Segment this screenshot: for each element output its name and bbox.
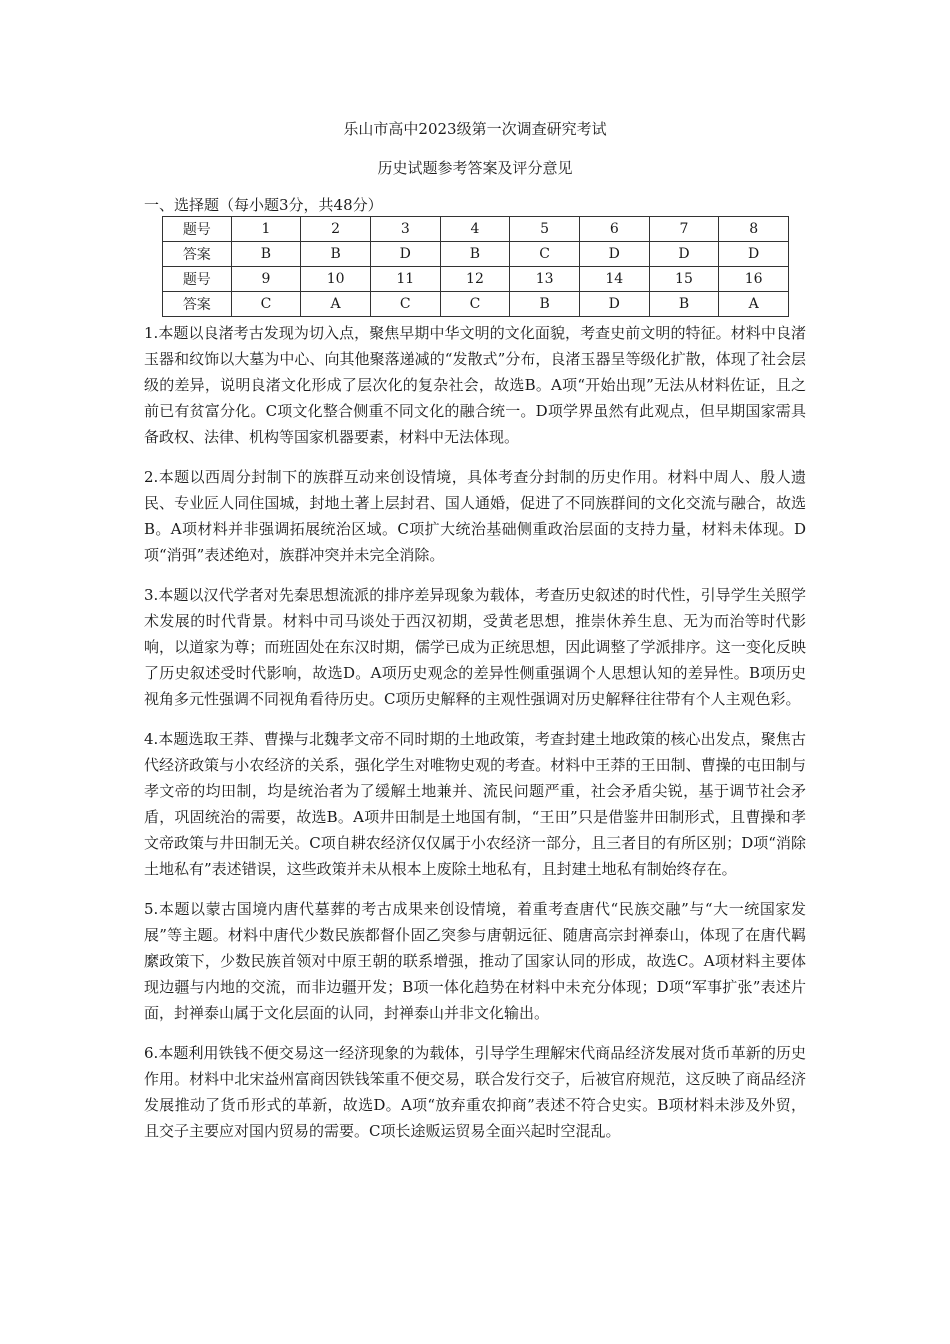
question-number: 4 (440, 217, 510, 242)
answer-cell: C (510, 242, 580, 267)
question-number: 15 (649, 267, 719, 292)
explanation-paragraph: 5.本题以蒙古国境内唐代墓葬的考古成果来创设情境，着重考查唐代“民族交融”与“大一统国家发展”等主题。材料中唐代少数民族都督仆固乙突参与唐朝远征、随唐高宗封禅泰山，体现了在唐代羁縻政策下，少数民族首领对中原王朝的联系增强，推动了国家认同的形成，故选C。A项材料主要体现边疆与内地的交流，而非边疆开发；B项一体化趋势在材料中未充分体现；D项“军事扩张”表述片面，封禅泰山属于文化层面的认同，封禅泰山并非文化输出。 (144, 900, 806, 1022)
explanation-paragraph: 1.本题以良渚考古发现为切入点，聚焦早期中华文明的文化面貌，考查史前文明的特征。材料中良渚玉器和纹饰以大墓为中心、向其他聚落递减的“发散式”分布，良渚玉器呈等级化扩散，体现了社会层级的差异，说明良渚文化形成了层次化的复杂社会，故选B。A项“开始出现”无法从材料佐证，且之前已有贫富分化。C项文化整合侧重不同文化的融合统一。D项学界虽然有此观点，但早期国家需具备政权、法律、机构等国家机器要素，材料中无法体现。 (144, 324, 806, 446)
question-number: 8 (719, 217, 789, 242)
question-number: 6 (579, 217, 649, 242)
answer-cell: B (510, 292, 580, 317)
question-number: 16 (719, 267, 789, 292)
answer-cell: B (440, 242, 510, 267)
question-number: 1 (231, 217, 301, 242)
question-number: 14 (579, 267, 649, 292)
answer-cell: B (649, 292, 719, 317)
question-number-row (163, 217, 789, 242)
question-number: 13 (510, 267, 580, 292)
question-number: 2 (301, 217, 371, 242)
answer-cell: C (440, 292, 510, 317)
question-number: 3 (370, 217, 440, 242)
answer-cell: C (370, 292, 440, 317)
question-number: 10 (301, 267, 371, 292)
explanation-paragraph: 4.本题选取王莽、曹操与北魏孝文帝不同时期的土地政策，考查封建土地政策的核心出发点，聚焦古代经济政策与小农经济的关系，强化学生对唯物史观的考查。材料中王莽的王田制、曹操的屯田制与孝文帝的均田制，均是统治者为了缓解土地兼并、流民问题严重，社会矛盾尖锐，基于调节社会矛盾，巩固统治的需要，故选B。A项井田制是土地国有制，“王田”只是借鉴井田制形式，且曹操和孝文帝政策与井田制无关。C项自耕农经济仅仅属于小农经济一部分，且三者目的有所区别；D项“消除土地私有”表述错误，这些政策并未从根本上废除土地私有，且封建土地私有制始终存在。 (144, 730, 806, 878)
answer-table (162, 216, 789, 317)
answer-cell: B (301, 242, 371, 267)
explanations (144, 320, 806, 1158)
question-number-row (163, 267, 789, 292)
answer-cell: B (231, 242, 301, 267)
section-heading: 一、选择题（每小题3分，共48分） (144, 196, 383, 214)
answer-cell: D (649, 242, 719, 267)
explanation-paragraph: 2.本题以西周分封制下的族群互动来创设情境，具体考查分封制的历史作用。材料中周人、殷人遗民、专业匠人同住国城，封地土著上层封君、国人通婚，促进了不同族群间的文化交流与融合，故选B。A项材料并非强调拓展统治区域。C项扩大统治基础侧重政治层面的支持力量，材料未体现。D项“消弭”表述绝对，族群冲突并未完全消除。 (144, 468, 806, 564)
answer-cell: C (231, 292, 301, 317)
answer-cell: D (579, 242, 649, 267)
answer-cell: D (579, 292, 649, 317)
exam-subtitle: 历史试题参考答案及评分意见 (377, 159, 573, 177)
explanation-paragraph: 6.本题利用铁钱不便交易这一经济现象的为载体，引导学生理解宋代商品经济发展对货币革新的历史作用。材料中北宋益州富商因铁钱笨重不便交易，联合发行交子，后被官府规范，这反映了商品经济发展推动了货币形式的革新，故选D。A项“放弃重农抑商”表述不符合史实。B项材料未涉及外贸，且交子主要应对国内贸易的需要。C项长途贩运贸易全面兴起时空混乱。 (144, 1044, 806, 1140)
question-label: 题号 (163, 267, 232, 292)
answer-cell: A (301, 292, 371, 317)
answer-cell: D (370, 242, 440, 267)
answer-row (163, 242, 789, 267)
question-number: 9 (231, 267, 301, 292)
question-label: 题号 (163, 217, 232, 242)
answer-row (163, 292, 789, 317)
question-number: 7 (649, 217, 719, 242)
question-number: 12 (440, 267, 510, 292)
question-number: 11 (370, 267, 440, 292)
answer-label: 答案 (163, 242, 232, 267)
question-number: 5 (510, 217, 580, 242)
answer-cell: A (719, 292, 789, 317)
answer-cell: D (719, 242, 789, 267)
answer-label: 答案 (163, 292, 232, 317)
explanation-paragraph: 3.本题以汉代学者对先秦思想流派的排序差异现象为载体，考查历史叙述的时代性，引导学生关照学术发展的时代背景。材料中司马谈处于西汉初期，受黄老思想，推崇休养生息、无为而治等时代影响，以道家为尊；而班固处在东汉时期，儒学已成为正统思想，因此调整了学派排序。这一变化反映了历史叙述受时代影响，故选D。A项历史观念的差异性侧重强调个人思想认知的差异性。B项历史视角多元性强调不同视角看待历史。C项历史解释的主观性强调对历史解释往往带有个人主观色彩。 (144, 586, 806, 708)
exam-title: 乐山市高中2023级第一次调查研究考试 (343, 120, 607, 138)
